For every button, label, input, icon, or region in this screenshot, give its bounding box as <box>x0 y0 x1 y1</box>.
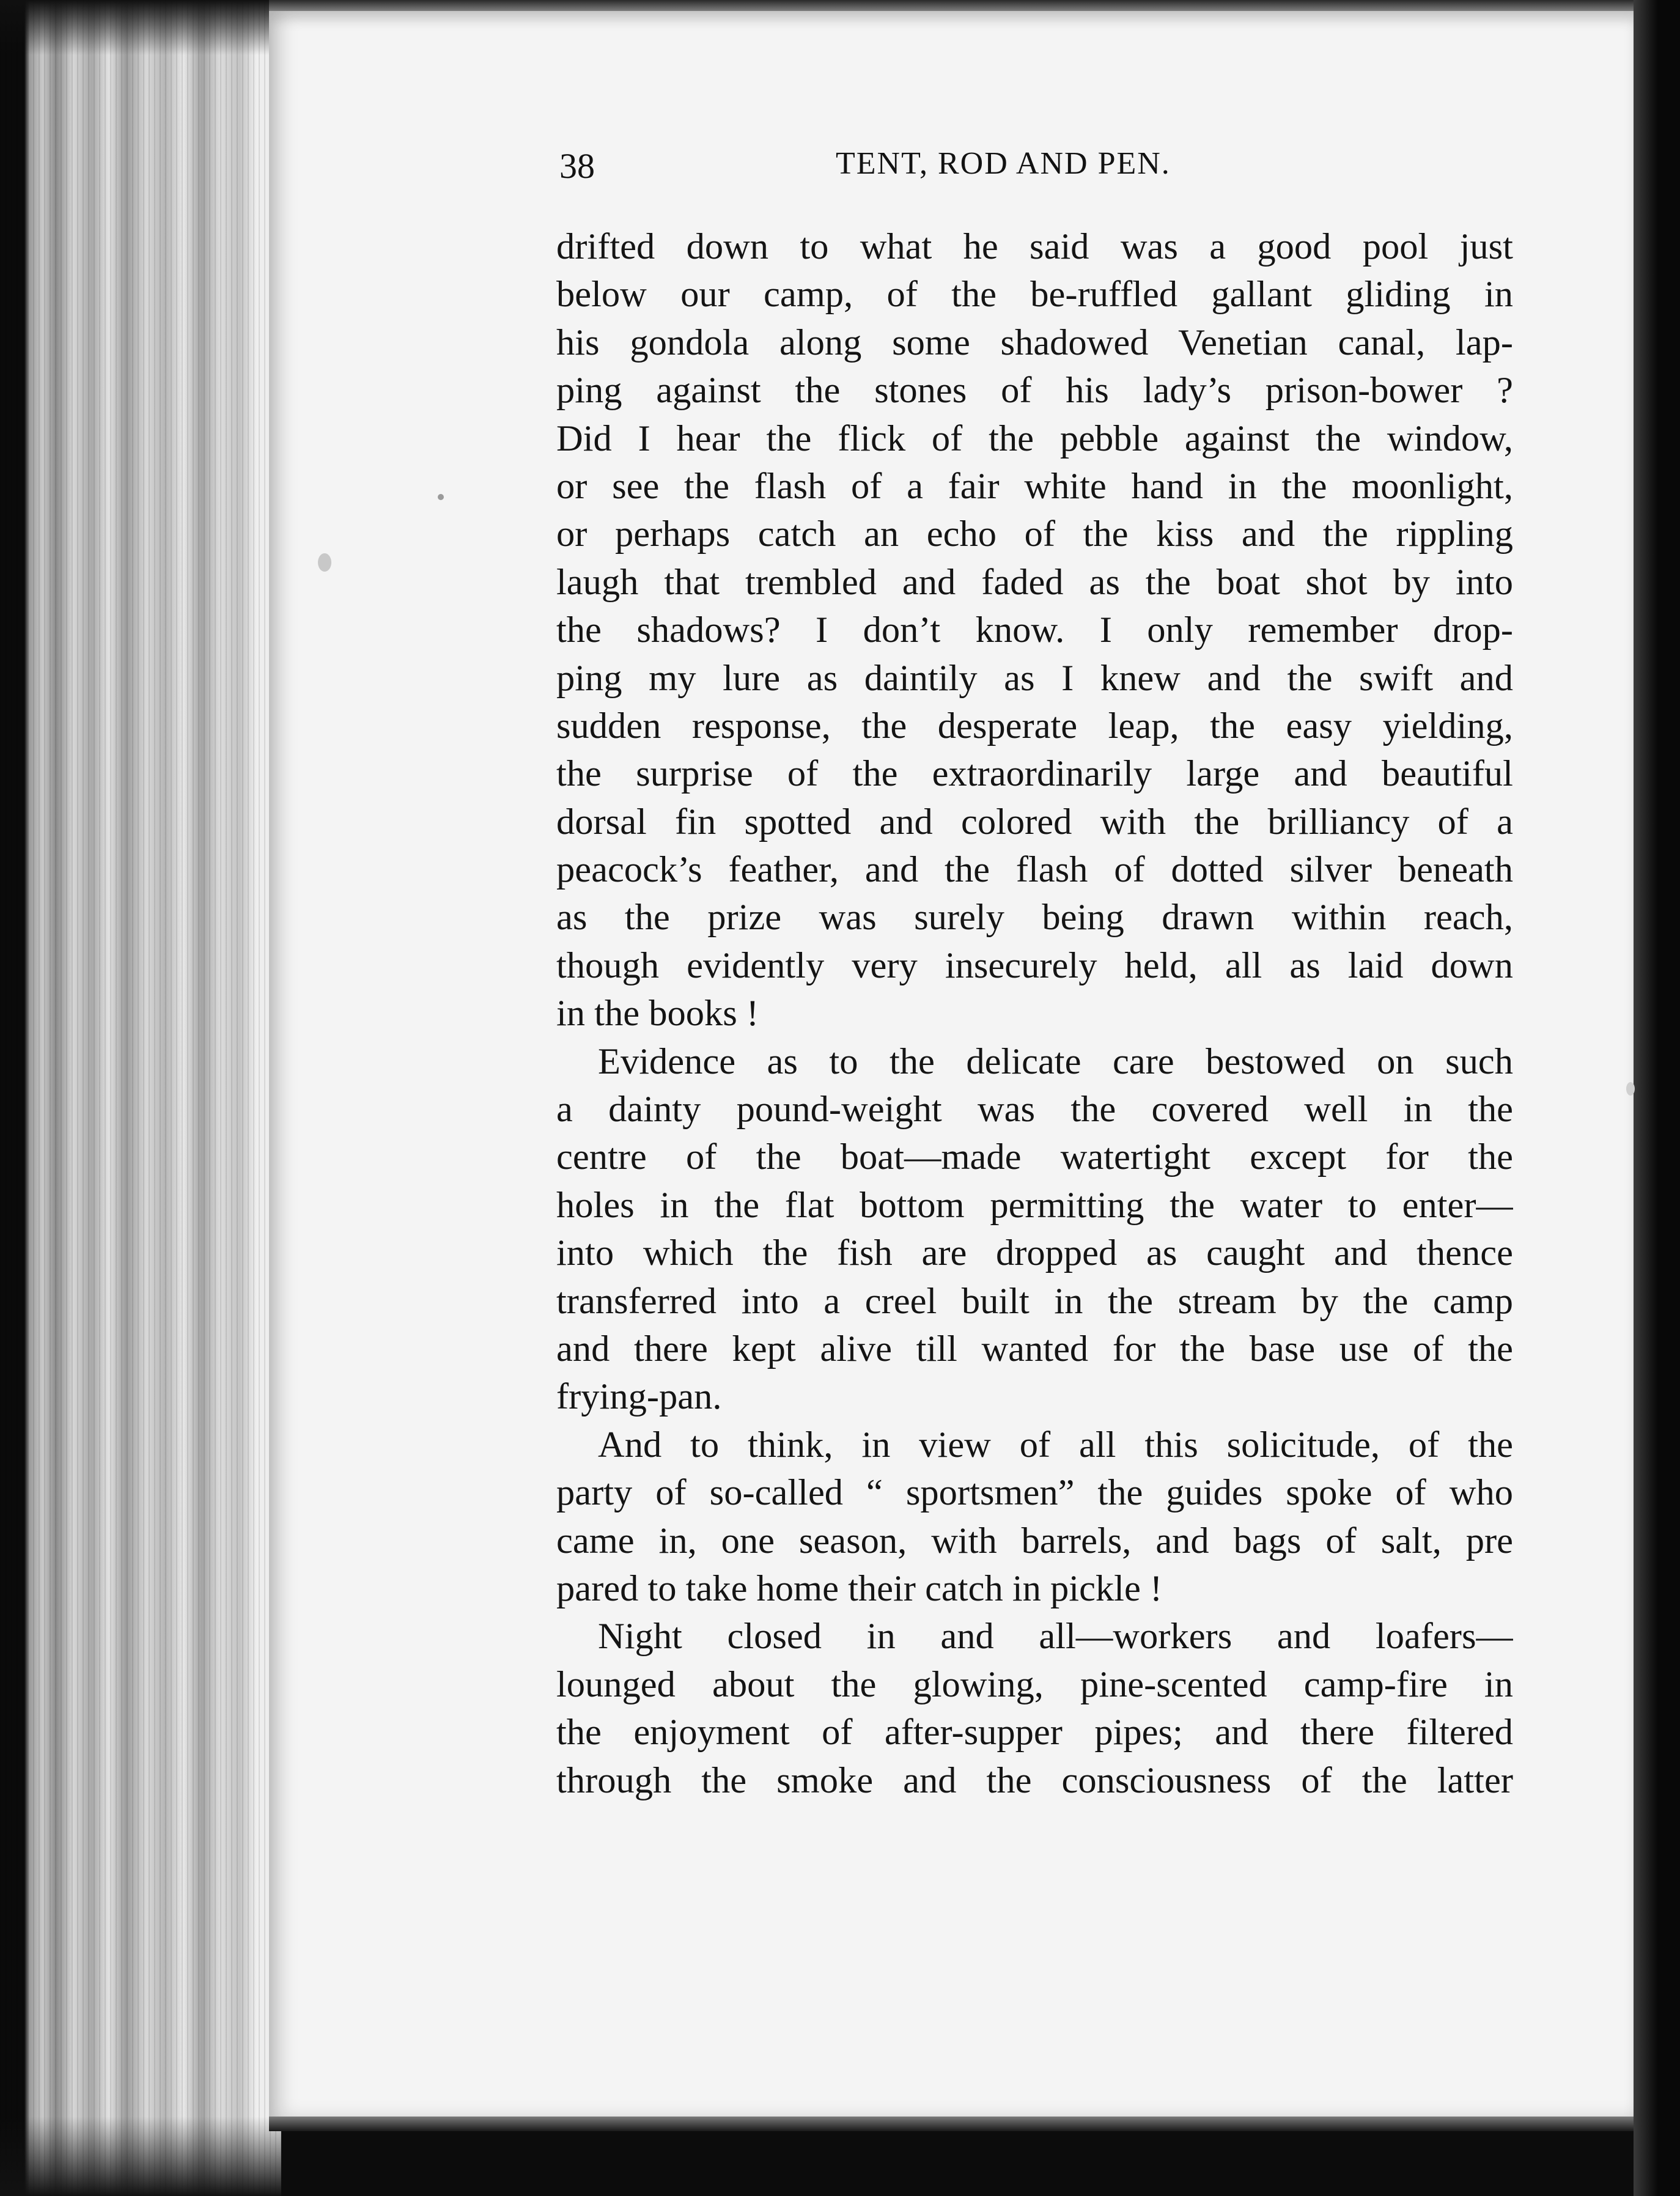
edge-shadow <box>0 2117 281 2196</box>
text-line-paragraph-end: pared to take home their catch in pickle ! <box>556 1568 1163 1609</box>
text-line: peacock’s feather, and the flash of dotted silver beneath <box>556 849 1513 891</box>
text-line-paragraph-start: Night closed in and all—workers and loafers— <box>598 1616 1513 1657</box>
text-line: drifted down to what he said was a good pool just <box>556 226 1513 267</box>
text-line: the surprise of the extraordinarily large and beautiful <box>556 753 1513 795</box>
text-line: sudden response, the desperate leap, the easy yielding, <box>556 705 1513 746</box>
text-line: below our camp, of the be-ruffled gallant gliding in <box>556 274 1513 315</box>
running-head-title: TENT, ROD AND PEN. <box>836 146 1171 181</box>
text-line: dorsal fin spotted and colored with the brilliancy of a <box>556 801 1513 842</box>
book-page-edges <box>0 0 281 2196</box>
text-line: or see the flash of a fair white hand in the moonlight, <box>556 465 1513 507</box>
scan-speck <box>318 553 331 572</box>
text-line: ping my lure as daintily as I knew and the swift and <box>556 657 1513 699</box>
text-line: lounged about the glowing, pine-scented camp-fire in <box>556 1664 1513 1705</box>
text-line: the shadows? I don’t know. I only remember drop- <box>556 610 1513 651</box>
text-line: the enjoyment of after-supper pipes; and there filtered <box>556 1712 1513 1753</box>
text-line-paragraph-end: in the books ! <box>556 993 759 1034</box>
text-line: party of so-called “ sportsmen” the guides spoke of who <box>556 1472 1513 1514</box>
scan-speck <box>438 494 444 500</box>
text-line: ping against the stones of his lady’s prison-bower ? <box>556 370 1513 411</box>
text-line: transferred into a creel built in the stream by the camp <box>556 1280 1513 1322</box>
running-header <box>559 146 1244 194</box>
text-line-paragraph-start: Evidence as to the delicate care bestowed on such <box>598 1041 1513 1082</box>
page-bottom-edge <box>269 2117 1680 2131</box>
text-line-paragraph-start: And to think, in view of all this solicitude, of the <box>598 1424 1513 1465</box>
text-line: though evidently very insecurely held, all as laid down <box>556 945 1513 986</box>
text-line: into which the fish are dropped as caught and thence <box>556 1232 1513 1274</box>
text-line-paragraph-end: frying-pan. <box>556 1376 722 1418</box>
text-line: and there kept alive till wanted for the base use of the <box>556 1328 1513 1369</box>
text-line: a dainty pound-weight was the covered well in the <box>556 1089 1513 1130</box>
page-number: 38 <box>559 146 595 186</box>
body-text <box>556 223 1513 1805</box>
text-line: or perhaps catch an echo of the kiss and the rippling <box>556 514 1513 555</box>
text-line: Did I hear the flick of the pebble against the window, <box>556 418 1513 459</box>
text-line: through the smoke and the consciousness of the latter <box>556 1759 1513 1801</box>
text-line: his gondola along some shadowed Venetian canal, lap- <box>556 322 1513 363</box>
text-line: as the prize was surely being drawn within reach, <box>556 897 1513 938</box>
text-line: holes in the flat bottom permitting the water to enter— <box>556 1184 1513 1226</box>
text-line: laugh that trembled and faded as the boat shot by into <box>556 561 1513 603</box>
text-line: came in, one season, with barrels, and bags of salt, pre <box>556 1520 1513 1561</box>
text-line: centre of the boat—made watertight except for the <box>556 1137 1513 1178</box>
scan-speck <box>1626 1082 1635 1096</box>
scan-margin-right <box>1634 0 1680 2196</box>
